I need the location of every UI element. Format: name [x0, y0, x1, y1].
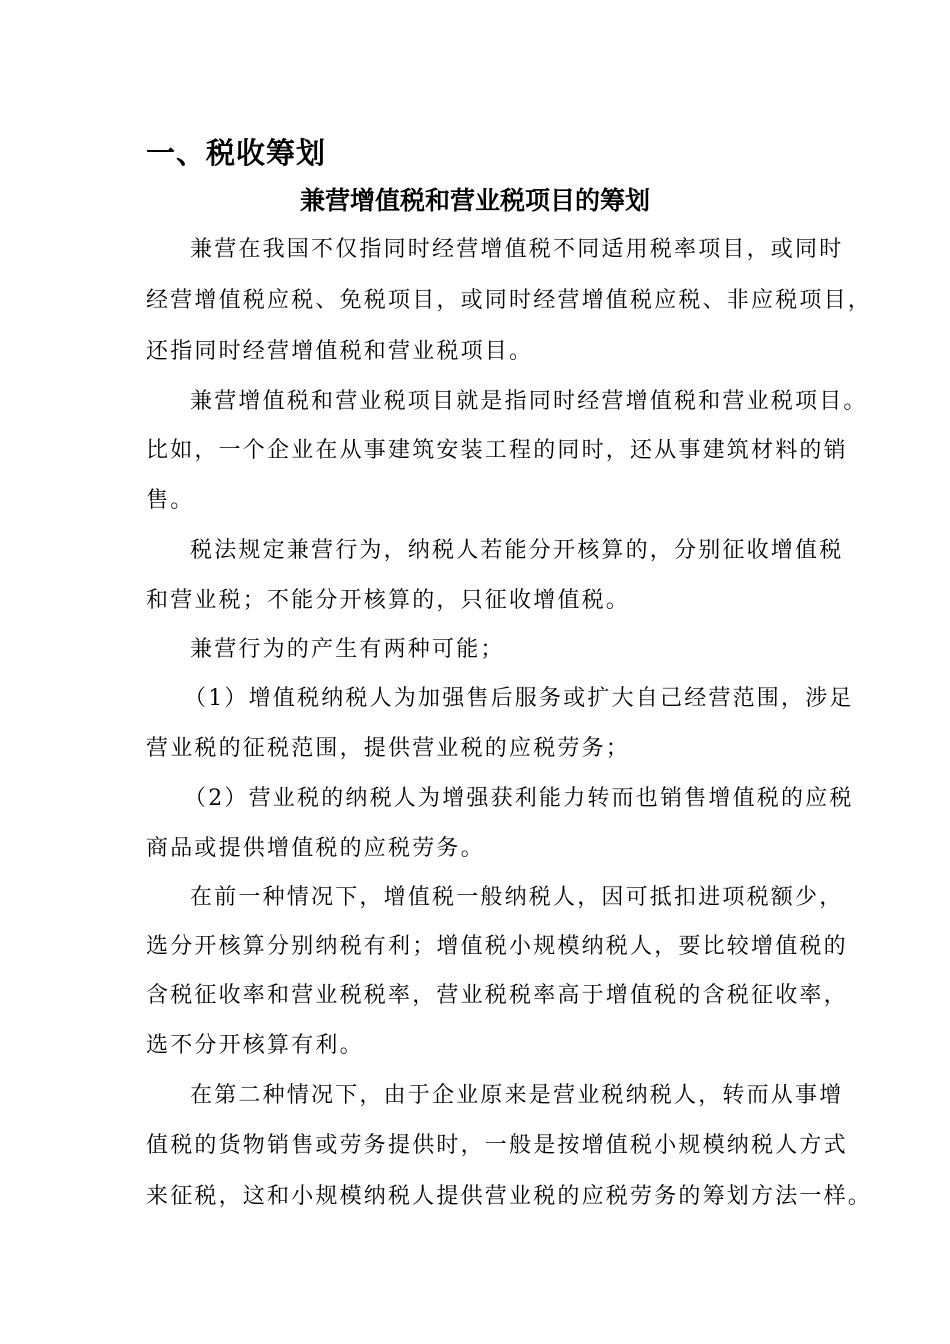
paragraph-1-line-1: 兼营在我国不仅指同时经营增值税不同适用税率项目，或同时: [190, 237, 844, 262]
paragraph-7-line-1: 在前一种情况下，增值税一般纳税人，因可抵扣进项税额少，: [190, 885, 844, 910]
paragraph-2-line-3: 售。: [146, 488, 195, 513]
paragraph-5-line-1: （1）增值税纳税人为加强售后服务或扩大自己经营范围，涉足: [184, 686, 854, 711]
paragraph-2-line-1: 兼营增值税和营业税项目就是指同时经营增值税和营业税项目。: [190, 389, 868, 414]
paragraph-2-line-2: 比如，一个企业在从事建筑安装工程的同时，还从事建筑材料的销: [146, 438, 848, 463]
paragraph-3-line-2: 和营业税；不能分开核算的，只征收增值税。: [146, 588, 631, 613]
paragraph-7-line-2: 选分开核算分别纳税有利；增值税小规模纳税人，要比较增值税的: [146, 934, 848, 959]
paragraph-6-line-2: 商品或提供增值税的应税劳务。: [146, 836, 485, 861]
paragraph-5-line-2: 营业税的征税范围，提供营业税的应税劳务；: [146, 736, 631, 761]
paragraph-7-line-3: 含税征收率和营业税税率，营业税税率高于增值税的含税征收率，: [146, 983, 848, 1008]
document-title: 兼营增值税和营业税项目的筹划: [299, 186, 650, 215]
paragraph-7-line-4: 选不分开核算有利。: [146, 1033, 364, 1058]
paragraph-8-line-2: 值税的货物销售或劳务提供时，一般是按增值税小规模纳税人方式: [146, 1133, 848, 1158]
paragraph-1-line-2: 经营增值税应税、免税项目，或同时经营增值税应税、非应税项目，: [146, 288, 873, 313]
paragraph-6-line-1: （2）营业税的纳税人为增强获利能力转而也销售增值税的应税: [184, 786, 854, 811]
section-heading: 一、税收筹划: [146, 136, 327, 170]
paragraph-4-line-1: 兼营行为的产生有两种可能；: [190, 637, 505, 662]
paragraph-1-line-3: 还指同时经营增值税和营业税项目。: [146, 339, 534, 364]
paragraph-8-line-3: 来征税，这和小规模纳税人提供营业税的应税劳务的筹划方法一样。: [146, 1184, 873, 1209]
paragraph-8-line-1: 在第二种情况下，由于企业原来是营业税纳税人，转而从事增: [190, 1083, 844, 1108]
paragraph-3-line-1: 税法规定兼营行为，纳税人若能分开核算的，分别征收增值税: [190, 538, 844, 563]
